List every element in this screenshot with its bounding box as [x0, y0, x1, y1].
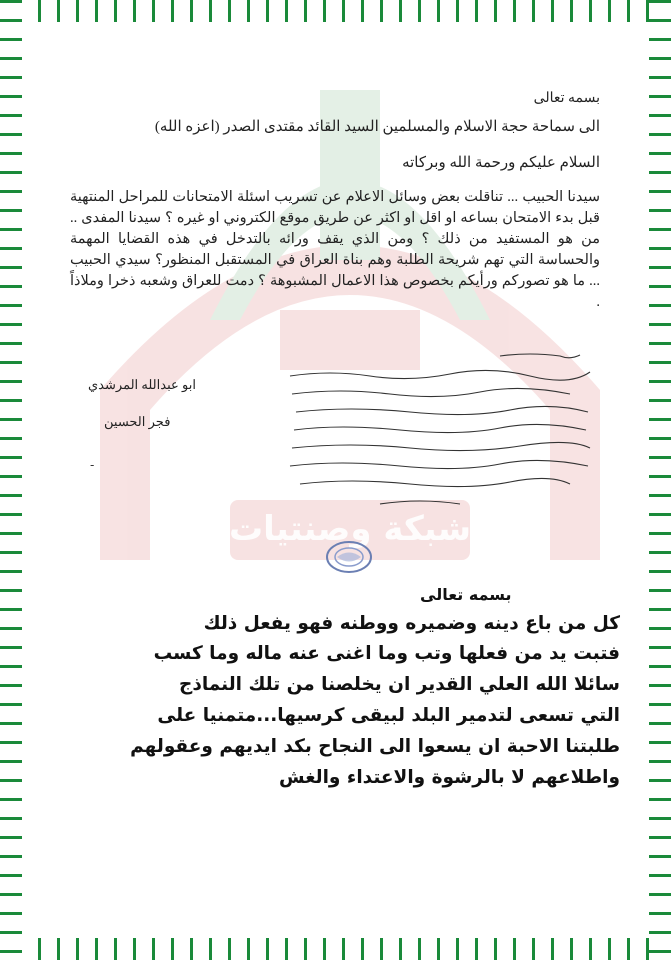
- border-left: [0, 0, 22, 960]
- transcript-line-3: سائلا الله العلي القدير ان يخلصنا من تلك النماذج: [179, 674, 620, 695]
- watermark-emblem: [80, 60, 620, 600]
- watermark-text: شبكة وصنتيات: [228, 509, 472, 549]
- dash-mark: -: [90, 458, 95, 472]
- border-right: [649, 0, 671, 960]
- sender-place: فجر الحسين: [104, 414, 171, 429]
- transcript-line-2: فتبت يد من فعلها وتب وما اغنى عنه ماله وما كسب: [153, 643, 620, 664]
- stamp-image: [325, 540, 373, 574]
- transcript-line-1: كل من باع دينه وضميره ووطنه فهو يفعل ذلك: [203, 613, 620, 634]
- transcript-line-4: التي تسعى لتدمير البلد لبيقى كرسيها...متمنيا على: [157, 705, 620, 726]
- letter-recipient: الى سماحة حجة الاسلام والمسلمين السيد القائد مقتدى الصدر (اعزه الله): [154, 119, 600, 135]
- sender-name: ابو عبدالله المرشدي: [88, 377, 196, 392]
- transcript-title: بسمه تعالى: [420, 585, 512, 604]
- letter-greeting: السلام عليكم ورحمة الله وبركاته: [402, 155, 600, 171]
- border-bottom: [0, 938, 671, 960]
- letter-title: بسمه تعالى: [533, 91, 600, 106]
- handwritten-reply-image: [270, 352, 600, 512]
- transcript-line-5: طلبتنا الاحبة ان يسعوا الى النجاح بكد ايديهم وعقولهم: [130, 736, 620, 757]
- letter-body: سيدنا الحبيب ... تناقلت بعض وسائل الاعلام عن تسريب اسئلة الامتحانات للمراحل المنتهية قبل بدء الامتحان بساعه او اقل او اكثر عن طريق موقع الكتروني او غيره ؟ سيدنا المفدى .. من هو المستفيد من ذلك ؟ ومن الذي يقف ورائه بالتدخل في هذه القضايا المهمة والحساسة التي تهم شريحة الطلبة وهم بناة العراق في المستقبل المنظور؟ سيدي الحبيب ... ما هو تصوركم ورأيكم بخصوص هذا الاعمال المشبوهة ؟ دمت للعراق وشعبه ذخرا وملاذاً .: [70, 189, 600, 310]
- transcript-line-6: واطلاعهم لا بالرشوة والاعتداء والغش: [279, 767, 620, 788]
- border-top: [0, 0, 671, 22]
